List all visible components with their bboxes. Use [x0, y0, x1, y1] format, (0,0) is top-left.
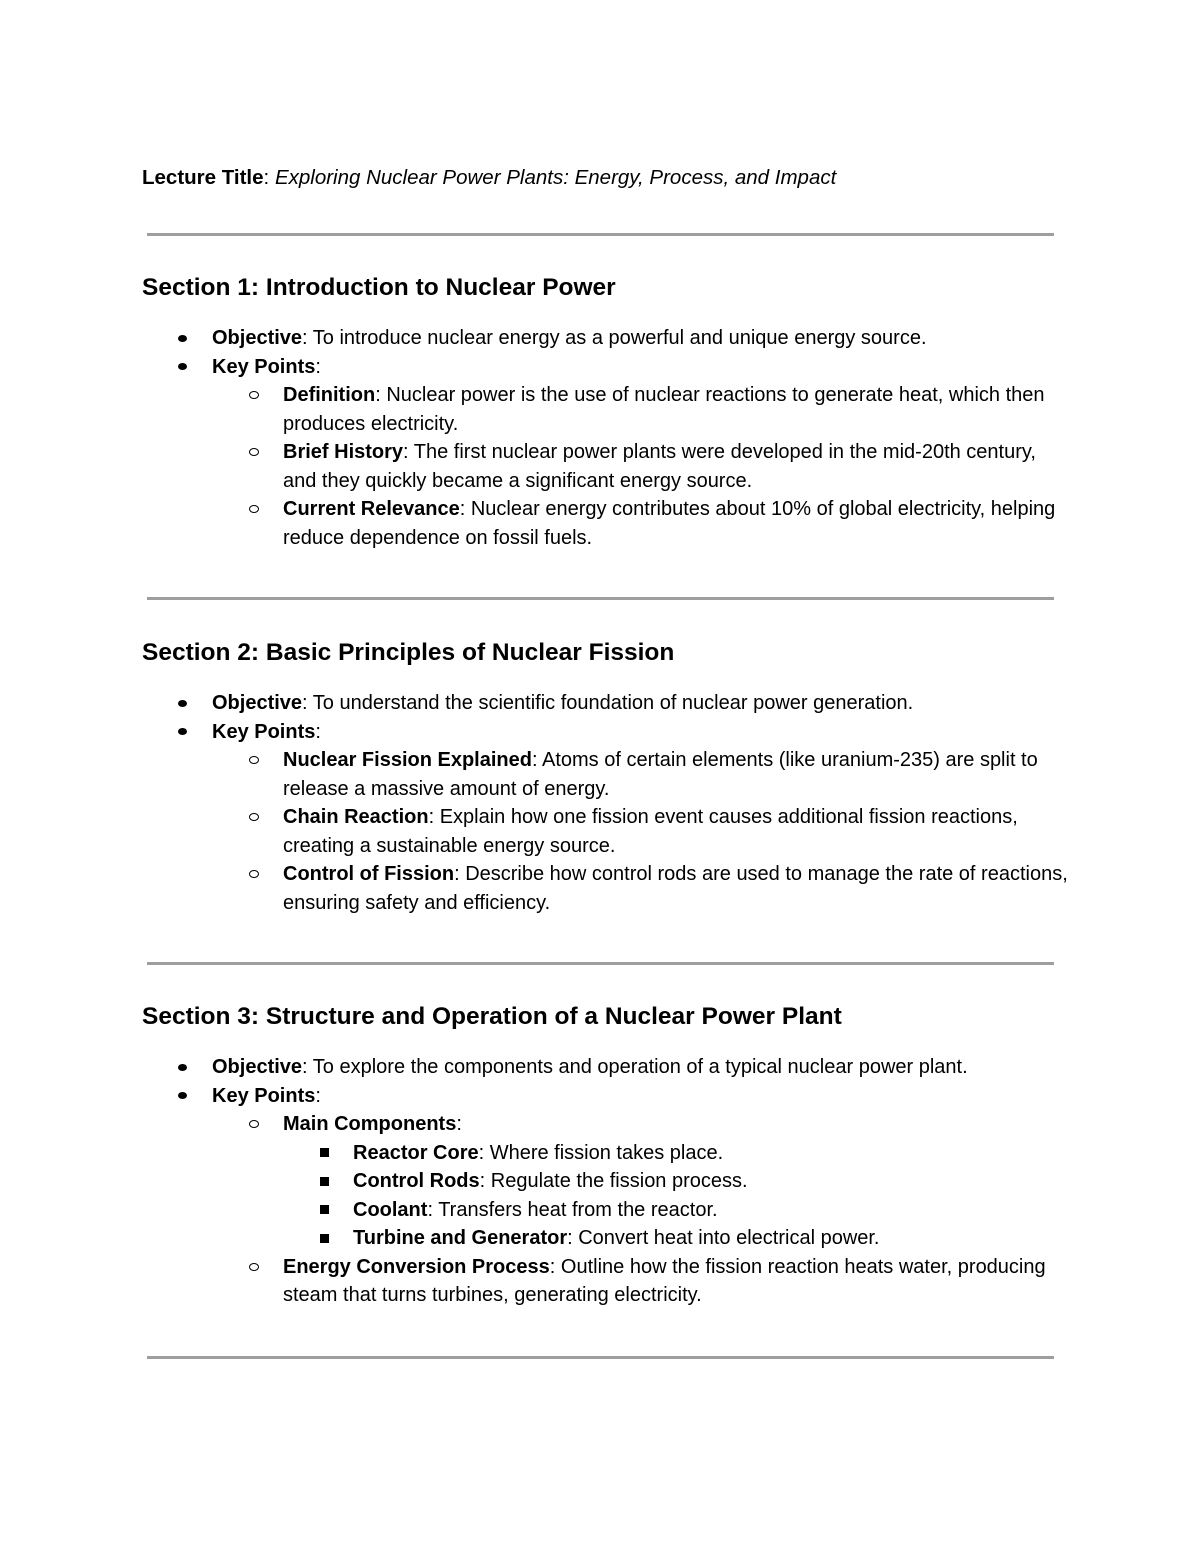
section-heading: Section 3: Structure and Operation of a Nuclear Power Plant — [142, 1003, 842, 1030]
key-point-item — [142, 381, 1072, 438]
component-text: : Regulate the fission process. — [479, 1170, 748, 1192]
section-heading: Section 2: Basic Principles of Nuclear Fission — [142, 639, 675, 666]
component-item — [142, 1196, 1072, 1225]
section-3 — [142, 1001, 1072, 1310]
key-points-item — [142, 718, 1072, 747]
horizontal-divider — [147, 962, 1054, 965]
key-points-label: Key Points — [212, 1084, 316, 1107]
key-point-text: : Explain how one fission event causes additional fission reactions, creating a sustainable energy source. — [283, 806, 1018, 857]
key-points-list — [142, 746, 1072, 917]
key-point-item — [142, 746, 1072, 803]
component-item — [142, 1167, 1072, 1196]
circle-bullet-icon — [247, 1110, 261, 1139]
key-points-label: Key Points — [212, 720, 316, 743]
circle-bullet-icon — [247, 1253, 261, 1282]
section-2 — [142, 637, 1072, 917]
disc-bullet-icon — [176, 353, 188, 382]
key-point-term: Energy Conversion Process — [283, 1255, 550, 1278]
key-points-list — [142, 1253, 1072, 1310]
key-point-item — [142, 438, 1072, 495]
component-item — [142, 1224, 1072, 1253]
lecture-title-separator: : — [263, 166, 275, 189]
key-point-text: : Atoms of certain elements (like uranium-235) are split to release a massive amount of energy. — [283, 749, 1038, 800]
key-point-item — [142, 495, 1072, 552]
objective-label: Objective — [212, 1056, 303, 1078]
key-points-separator: : — [315, 355, 321, 378]
key-points-separator: : — [315, 1084, 321, 1107]
horizontal-divider — [147, 597, 1054, 600]
key-points-list — [142, 1110, 1072, 1139]
component-term: Reactor Core — [353, 1141, 479, 1164]
circle-bullet-icon — [247, 381, 261, 410]
disc-bullet-icon — [176, 689, 188, 718]
components-list — [142, 1139, 1072, 1253]
section-heading: Section 1: Introduction to Nuclear Power — [142, 274, 616, 301]
main-components-separator: : — [456, 1113, 462, 1135]
square-bullet-icon — [317, 1196, 331, 1225]
circle-bullet-icon — [247, 860, 261, 889]
key-point-text: : Describe how control rods are used to manage the rate of reactions, ensuring safety and efficiency. — [283, 863, 1068, 914]
component-text: : Transfers heat from the reactor. — [427, 1198, 718, 1221]
main-components-item — [142, 1110, 1072, 1139]
circle-bullet-icon — [247, 746, 261, 775]
square-bullet-icon — [317, 1139, 331, 1168]
objective-label: Objective — [212, 327, 303, 349]
circle-bullet-icon — [247, 438, 261, 467]
key-points-item — [142, 353, 1072, 382]
component-item — [142, 1139, 1072, 1168]
disc-bullet-icon — [176, 1053, 188, 1082]
objective-item — [142, 1053, 1072, 1082]
key-point-text: : The first nuclear power plants were developed in the mid-20th century, and they quickly became a significant energy source. — [283, 441, 1036, 492]
disc-bullet-icon — [176, 1082, 188, 1111]
key-point-term: Nuclear Fission Explained — [283, 749, 532, 771]
key-points-item — [142, 1082, 1072, 1111]
objective-item — [142, 689, 1072, 718]
circle-bullet-icon — [247, 803, 261, 832]
square-bullet-icon — [317, 1224, 331, 1253]
key-point-text: : Nuclear power is the use of nuclear reactions to generate heat, which then produces electricity. — [283, 384, 1045, 435]
key-point-item — [142, 860, 1072, 917]
key-point-term: Chain Reaction — [283, 806, 429, 828]
component-term: Control Rods — [353, 1170, 480, 1192]
component-term: Turbine and Generator — [353, 1227, 568, 1249]
key-points-label: Key Points — [212, 355, 316, 378]
main-components-label: Main Components — [283, 1113, 457, 1135]
key-points-separator: : — [315, 720, 321, 743]
key-point-term: Current Relevance — [283, 498, 460, 520]
objective-label: Objective — [212, 692, 303, 714]
key-point-text: : Nuclear energy contributes about 10% of global electricity, helping reduce dependence on fossil fuels. — [283, 498, 1056, 549]
disc-bullet-icon — [176, 324, 188, 353]
square-bullet-icon — [317, 1167, 331, 1196]
section-bullet-list — [142, 1053, 1072, 1110]
section-bullet-list — [142, 689, 1072, 746]
objective-item — [142, 324, 1072, 353]
key-point-text: : Outline how the fission reaction heats water, producing steam that turns turbines, generating electricity. — [283, 1255, 1046, 1306]
key-point-item — [142, 803, 1072, 860]
lecture-title-label: Lecture Title — [142, 166, 264, 189]
component-text: : Where fission takes place. — [478, 1141, 724, 1164]
key-points-list — [142, 381, 1072, 552]
key-point-term: Definition — [283, 384, 376, 406]
circle-bullet-icon — [247, 495, 261, 524]
objective-text: : To introduce nuclear energy as a powerful and unique energy source. — [302, 327, 927, 349]
lecture-title — [142, 165, 836, 191]
key-point-term: Control of Fission — [283, 863, 455, 885]
horizontal-divider — [147, 233, 1054, 236]
component-term: Coolant — [353, 1198, 428, 1221]
section-1 — [142, 272, 1072, 552]
component-text: : Convert heat into electrical power. — [567, 1227, 880, 1249]
objective-text: : To explore the components and operation of a typical nuclear power plant. — [302, 1056, 968, 1078]
key-point-term: Brief History — [283, 441, 404, 463]
disc-bullet-icon — [176, 718, 188, 747]
objective-text: : To understand the scientific foundation of nuclear power generation. — [302, 692, 914, 714]
lecture-title-value: Exploring Nuclear Power Plants: Energy, Process, and Impact — [274, 166, 837, 189]
key-point-item — [142, 1253, 1072, 1310]
horizontal-divider — [147, 1356, 1054, 1359]
section-bullet-list — [142, 324, 1072, 381]
